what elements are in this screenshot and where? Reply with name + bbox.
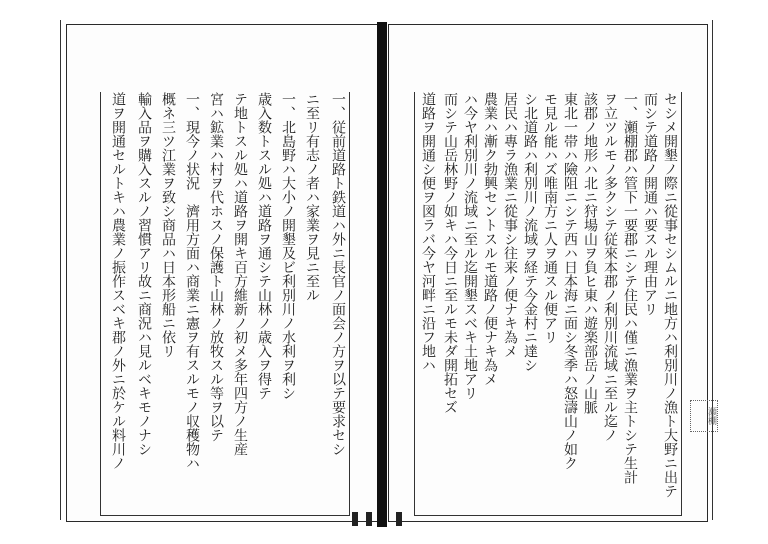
binding-mark [352, 512, 358, 526]
text-column: ヲ立ツルモノ多クシテ従來本郡ノ利別川流域ニ至ル迄ノ [602, 92, 618, 442]
binding-mark [396, 512, 402, 526]
text-column: ハ今ヤ利別川ノ流域ニ至ル迄開墾スベキ土地アリ [462, 92, 478, 400]
binding-mark [366, 512, 372, 526]
book-spine [377, 22, 387, 527]
text-column: 道路ヲ開通シ便ヲ図ラバ今ヤ河畔ニ沿フ地ハ [420, 92, 436, 372]
seal-stamp: 瀬棚 [690, 400, 718, 432]
text-column: 居民ハ專ラ漁業ニ從事シ往来ノ便ナキ為メ [502, 92, 518, 358]
text-column: 東北一帯ハ險阻ニシテ西ハ日本海ニ面シ冬季ハ怒濤山ノ如ク [562, 92, 578, 470]
text-column: 農業ハ漸ク勃興セントスルモ道路ノ便ナキ為メ [482, 92, 498, 386]
text-column: シ北道路ハ利別川ノ流域ヲ経テ今金村ニ達シ [522, 92, 538, 372]
text-column: テ地トスル処ハ道路ヲ開キ百方維新ノ初メ多年四方ノ生産 [232, 92, 248, 456]
text-column: 宮ハ鉱業ハ村ヲ代ホスノ保護ト山林ノ放牧スル等ヲ以テ [208, 92, 224, 442]
left-page-text [100, 92, 350, 516]
text-column: 歳入数トスル処ハ道路ヲ通シテ山林ノ歳入ヲ得テ [256, 92, 272, 400]
text-column: セシメ開墾ノ際ニ從事セシムルニ地方ハ利別川ノ漁ト大野ニ出テ [662, 92, 678, 498]
text-column: モ見ル能ハズ唯南方ニ人ヲ通スル便アリ [542, 92, 558, 344]
right-page-text [414, 92, 682, 516]
text-column: 輸入品ヲ購入スルノ習慣アリ故ニ商況ハ見ルベキモノナシ [136, 92, 152, 456]
text-column: 而シテ道路ノ開通ハ要スル理由アリ [642, 92, 658, 316]
text-column: 概ネ三ツ江業ヲ致シ商品ハ日本形船ニ依リ [160, 92, 176, 358]
text-column: 一、現今ノ状況 濟用方面ハ商業ニ憲ヲ有スルモノ収穫物ハ [184, 92, 200, 470]
text-column: 而シテ山岳林野ノ如キハ今日ニ至ルモ未ダ開拓セズ [442, 92, 458, 414]
text-column: 該郡ノ地形ハ北ニ狩場山ヲ負ヒ東ハ遊楽部岳ノ山脈 [582, 92, 598, 414]
text-column: 一、従前道路ト鉄道ハ外ニ長官ノ面会ノ方ヲ以テ要求セシ [330, 92, 346, 456]
page-edge [712, 20, 713, 520]
text-column: 一、瀬棚郡ハ管下一要郡ニシテ住民ハ僅ニ漁業ヲ主トシテ生計 [622, 92, 638, 484]
text-column: 一、北島野ハ大小ノ開墾及ビ利別川ノ水利ヲ利シ [280, 92, 296, 400]
page-edge [60, 20, 61, 520]
text-column: ニ至リ有志ノ者ハ家業ヲ見ニ至ル [304, 92, 320, 302]
text-column: 道ヲ開通セルトキハ農業ノ振作スベキ郡ノ外ニ於ケル料川ノ [110, 92, 126, 470]
